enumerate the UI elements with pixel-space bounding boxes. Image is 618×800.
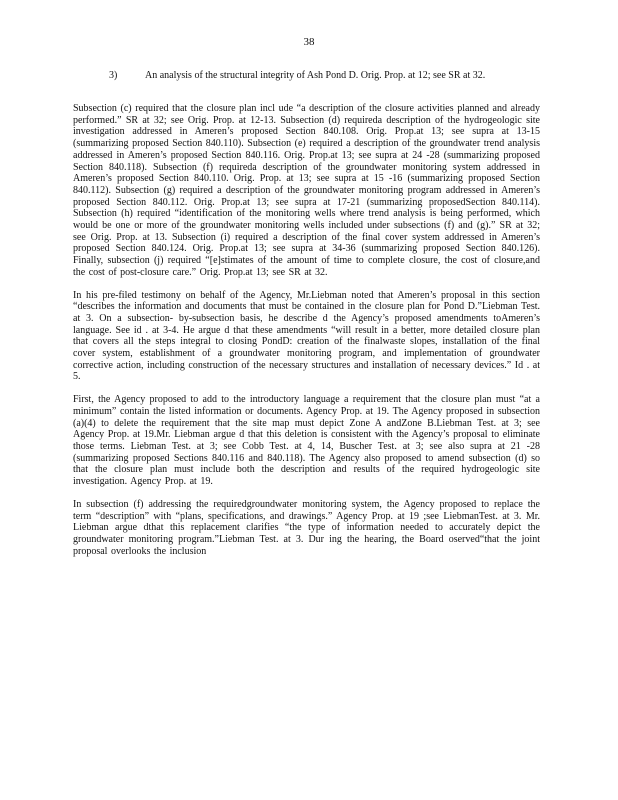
page-number: 38 (303, 36, 315, 48)
paragraph-subsections: Subsection (c) required that the closure plan incl ude “a description of the closure activities planned and already performed.” SR at 32; see Orig. Prop. at 12-13. Subsection (d) requireda description of the hydrogeologic site investigation addressed in Ameren’s proposed Section 840.108. Orig. Prop.at 13; see supra at 13-15 (summarizing proposed Section 840.110). Subsection (e) required a description of the groundwater trend analysis addressed in Ameren’s proposed Section 840.116. Orig. Prop.at 13; see supra at 24 -28 (summarizing proposed Section 840.118). Subsection (f) requireda description of the groundwater monitoring system addressed in Ameren’s proposed Section 840.110. Orig. Prop. at 13; see supra at 15 -16 (summarizing proposed Section 840.112). Subsection (g) required a description of the groundwater monitoring program addressed in Ameren’s proposed Section 840.112. Orig. Prop.at 13; see supra at 17-21 (summarizing proposedSection 840.114). Subsection (h) required “identification of the monitoring wells where trend analysis is being performed, which would be one or more of the groundwater monitoring wells included under subsections (f) and (g).” SR at 32; see Orig. Prop. at 13. Subsection (i) required a description of the final cover system addressed in Ameren’s proposed Section 840.124. Orig. Prop.at 13; see supra at 34-36 (summarizing proposed Section 840.126). Finally, subsection (j) required “[e]stimates of the amount of time to complete closure, the cost of closure,and the cost of post-closure care.” Orig. Prop.at 13; see SR at 32. (73, 103, 540, 278)
list-item-number: 3) (109, 70, 118, 81)
list-item (73, 70, 540, 82)
page-body (73, 70, 540, 567)
paragraph-liebman-testimony: In his pre-filed testimony on behalf of the Agency, Mr.Liebman noted that Ameren’s proposal in this section “describes the information and documents that must be contained in the closure plan for Pond D.”Liebman Test. at 3. On a subsection- by-subsection basis, he describe d the Agency’s proposed amendments toAmeren’s language. See id . at 3-4. He argue d that these amendments “will result in a better, more detailed closure plan that covers all the steps integral to closing PondD: creation of the finalwaste slopes, installation of the final cover system, establishment of a groundwater monitoring program, and implementation of groundwater corrective action, including construction of the necessary structures and installation of necessary devices.” Id . at 5. (73, 289, 540, 383)
list-item-text: An analysis of the structural integrity of Ash Pond D. Orig. Prop. at 12; see SR at 32. (145, 70, 486, 81)
paragraph-subsection-f: In subsection (f) addressing the requiredgroundwater monitoring system, the Agency proposed to replace the term “description” with “plans, specifications, and drawings.” Agency Prop. at 19 ;see LiebmanTest. at 3. Mr. Liebman argue dthat this replacement clarifies “the type of information needed to accurately depict the groundwater monitoring program.”Liebman Test. at 3. Dur ing the hearing, the Board oserved“that the joint proposal overlooks the inclusion (73, 498, 540, 557)
paragraph-agency-proposals: First, the Agency proposed to add to the introductory language a requirement that the closure plan must “at a minimum” contain the listed information or documents. Agency Prop. at 19. The Agency proposed in subsection (a)(4) to delete the requirement that the site map must depict Zone A andZone B.Liebman Test. at 3; see Agency Prop. at 19.Mr. Liebman argue d that this deletion is consistent with the Agency’s proposal to eliminate those terms. Liebman Test. at 3; see Cobb Test. at 4, 14, Buscher Test. at 3; see also supra at 21 -28 (summarizing proposed Sections 840.116 and 840.118). The Agency also proposed to amend subsection (d) so that the closure plan must include both the description and results of the required hydrogeologic site investigation. Agency Prop. at 19. (73, 394, 540, 488)
